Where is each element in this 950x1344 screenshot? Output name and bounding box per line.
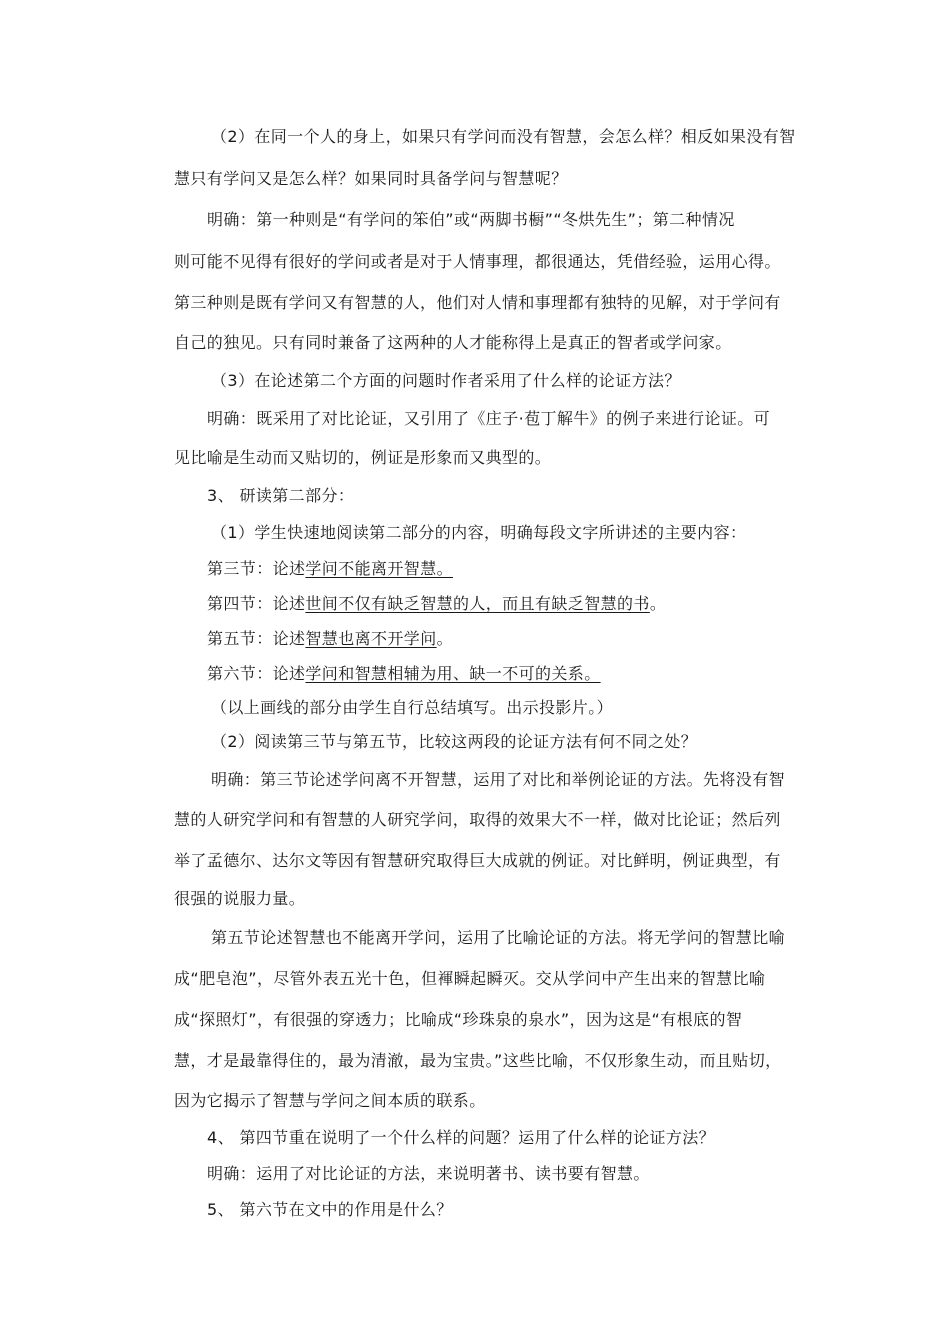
a2-line-4: 自己的独见。只有同时兼备了这两种的人才能称得上是真正的智者或学问家。 — [174, 333, 732, 352]
q2-line-2: 慧只有学问又是怎么样？如果同时具备学问与智慧呢？ — [174, 169, 568, 188]
summary-prefix: 第四节：论述 — [207, 594, 306, 613]
q2-line-1: （2）在同一个人的身上，如果只有学问而没有智慧，会怎么样？相反如果没有智 — [211, 127, 796, 146]
summary-prefix: 第六节：论述 — [207, 664, 306, 683]
a3-line-1: 明确：既采用了对比论证，又引用了《庄子·苞丁解牛》的例子来进行论证。可 — [207, 409, 771, 428]
summary-suffix: 。 — [436, 629, 454, 648]
section-3-heading: 3、 研读第二部分： — [207, 486, 355, 505]
a2-line-2: 则可能不见得有很好的学问或者是对于人情事理，都很通达，凭借经验，运用心得。 — [174, 252, 781, 271]
summary-sec5 — [207, 629, 453, 649]
s3-answer-2b-line-5: 因为它揭示了智慧与学问之间本质的联系。 — [174, 1091, 486, 1110]
section-5-heading: 5、 第六节在文中的作用是什么？ — [207, 1200, 453, 1219]
summary-sec6 — [207, 664, 601, 684]
summary-prefix: 第三节：论述 — [207, 559, 306, 578]
s3-answer-2b-line-4: 慧，才是最靠得住的，最为清澈，最为宝贵。”这些比喻，不仅形象生动，而且贴切， — [174, 1051, 782, 1070]
s3-answer-2-line-1: 明确：第三节论述学问离不开智慧，运用了对比和举例论证的方法。先将没有智 — [211, 770, 786, 789]
s3-answer-2-line-4: 很强的说服力量。 — [174, 889, 306, 908]
s3-question-2: （2）阅读第三节与第五节，比较这两段的论证方法有何不同之处？ — [211, 732, 698, 751]
s3-answer-2b-line-3: 成“探照灯”，有很强的穿透力；比喻成“珍珠泉的泉水”，因为这是“有根底的智 — [174, 1010, 743, 1029]
summary-sec4 — [207, 594, 666, 614]
section-4-heading: 4、 第四节重在说明了一个什么样的问题？运用了什么样的论证方法？ — [207, 1128, 716, 1147]
q3-line-1: （3）在论述第二个方面的问题时作者采用了什么样的论证方法？ — [211, 371, 681, 390]
a2-line-1: 明确：第一种则是“有学问的笨伯”或“两脚书橱”“冬烘先生”；第二种情况 — [207, 210, 735, 229]
s3-answer-2-line-2: 慧的人研究学问和有智慧的人研究学问，取得的效果大不一样，做对比论证；然后列 — [174, 810, 781, 829]
summary-suffix: 。 — [649, 594, 667, 613]
a2-line-3: 第三种则是既有学问又有智慧的人，他们对人情和事理都有独特的见解，对于学问有 — [174, 293, 781, 312]
s3-answer-2b-line-1: 第五节论述智慧也不能离开学问，运用了比喻论证的方法。将无学问的智慧比喻 — [211, 928, 786, 947]
summary-sec3 — [207, 559, 453, 579]
section-4-answer: 明确：运用了对比论证的方法，来说明著书、读书要有智慧。 — [207, 1164, 650, 1183]
s3-answer-2-line-3: 举了孟德尔、达尔文等因有智慧研究取得巨大成就的例证。对比鲜明，例证典型，有 — [174, 851, 781, 870]
a3-line-2: 见比喻是生动而又贴切的，例证是形象而又典型的。 — [174, 448, 552, 467]
s3-answer-2b-line-2: 成“肥皂泡”，尽管外表五光十色，但褌瞬起瞬灭。交从学问中产生出来的智慧比喻 — [174, 969, 766, 988]
summary-prefix: 第五节：论述 — [207, 629, 306, 648]
s3-question-1: （1）学生快速地阅读第二部分的内容，明确每段文字所讲述的主要内容： — [211, 523, 747, 542]
summary-underlined: 世间不仅有缺乏智慧的人，而且有缺乏智慧的书 — [305, 594, 650, 613]
note-line: （以上画线的部分由学生自行总结填写。出示投影片。） — [211, 698, 614, 717]
summary-underlined: 智慧也离不开学问 — [305, 629, 437, 648]
summary-underlined: 学问不能离开智慧。 — [305, 559, 454, 578]
summary-underlined: 学问和智慧相辅为用、缺一不可的关系。 — [305, 664, 601, 683]
